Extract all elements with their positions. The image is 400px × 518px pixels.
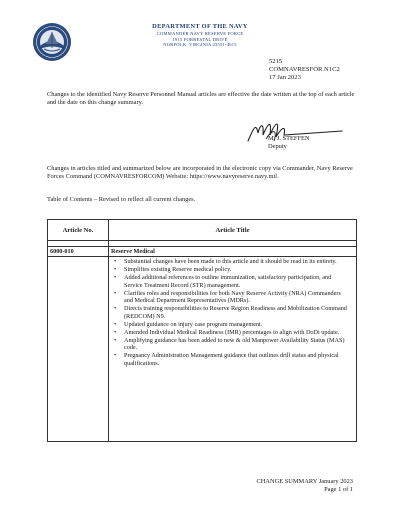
bullet-icon: •	[114, 328, 117, 336]
list-item: • Pregnancy Administration Management guidance that outlines drill status and physical qualifications.	[114, 352, 339, 367]
bullet-icon: •	[114, 273, 117, 281]
signer-name: M. J. STEFFEN	[268, 135, 310, 142]
list-item: • Simplifies existing Reserve medical policy.	[114, 265, 232, 273]
list-item: • Amended Individual Medical Readiness (IMR) percentages to align with DoDi update.	[114, 328, 340, 336]
page-footer	[230, 478, 353, 494]
bullet-icon: •	[114, 265, 117, 273]
bullet-icon: •	[114, 320, 117, 328]
bullet-icon: •	[114, 289, 117, 297]
table-row-details	[48, 257, 357, 442]
article-number: 6000-010	[48, 247, 109, 257]
bullet-icon: •	[114, 336, 117, 344]
signer-title: Deputy	[268, 143, 287, 150]
letterhead	[100, 23, 300, 48]
bullet-icon: •	[114, 305, 117, 313]
list-item: • Substantial changes have been made to this article and it should be read in its entirety.	[114, 258, 337, 265]
bullet-icon: •	[114, 258, 117, 265]
letterhead-street: 1915 FORRESTAL DRIVE	[172, 36, 228, 42]
letterhead-command: COMMANDER NAVY RESERVE FORCE	[156, 31, 244, 36]
article-title: Reserve Medical	[109, 247, 357, 257]
list-item: • Amplifying guidance has been added to new & old Manpower Availability Status (MAS) code.	[114, 336, 345, 352]
letterhead-city: NORFOLK, VIRGINIA 23551-4615	[163, 42, 237, 48]
bullet-icon: •	[114, 352, 117, 360]
change-summary-label: CHANGE SUMMARY January 2023	[256, 478, 353, 485]
list-item: • Clarifies roles and responsibilities for both Navy Reserve Activity (NRA) Commanders and Medical Department Representatives (MDRs).	[114, 289, 341, 305]
letterhead-org: DEPARTMENT OF THE NAVY	[152, 23, 248, 30]
intro-paragraph: Changes to the identified Navy Reserve Personnel Manual articles are effective the date written at the top of each article and the date on this change summary.	[47, 91, 355, 106]
toc-paragraph: Table of Contents – Revised to reflect all current changes.	[47, 196, 196, 203]
originator-code: COMNAVRESFOR N1C2	[269, 66, 340, 73]
header-article-title: Article Title	[109, 220, 357, 241]
list-item: • Added additional references to outline immunization, satisfactory participation, and Service Treatment Record (STR) management.	[114, 273, 332, 289]
header-article-no: Article No.	[48, 220, 109, 241]
list-item: • Updated guidance on injury case program management.	[114, 320, 263, 328]
ssic-number: 5215	[269, 58, 283, 65]
table-row	[48, 247, 357, 257]
changes-paragraph: Changes in articles titled and summarized below are incorporated in the electronic copy via Commander, Navy Reserve Forces Command (COMNAVRESFORCOM) Website: https://www.navyreserve.navy.mil.	[47, 165, 353, 180]
reference-block	[269, 58, 340, 82]
page-number: Page 1 of 1	[324, 486, 353, 493]
change-bullet-list	[111, 258, 350, 367]
list-item: • Directs training responsibilities to Reserve Region Readiness and Mobilization Command (REDCOM) N9.	[114, 305, 347, 320]
navy-seal-icon	[32, 22, 72, 62]
table-header-row	[48, 220, 357, 241]
document-date: 17 Jan 2023	[269, 74, 301, 81]
change-summary-table	[47, 219, 357, 442]
